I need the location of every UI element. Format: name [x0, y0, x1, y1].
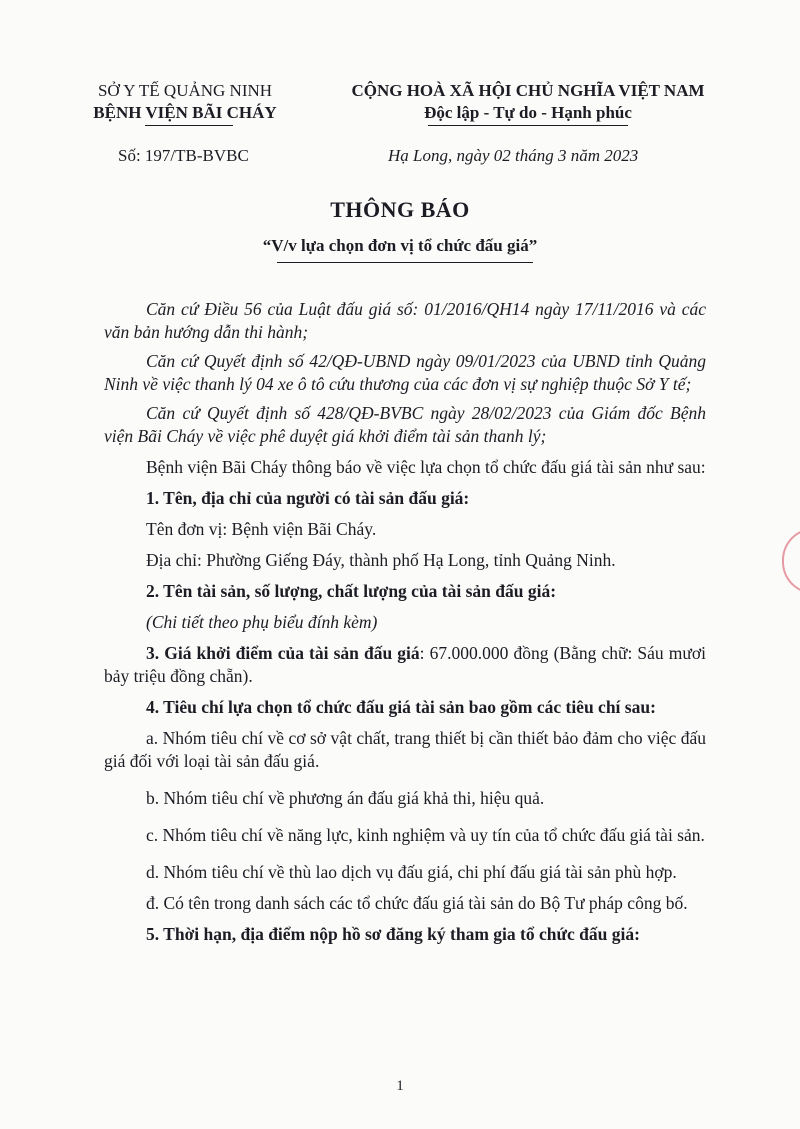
legal-basis-3: Căn cứ Quyết định số 428/QĐ-BVBC ngày 28/02/2023 của Giám đốc Bệnh viện Bãi Cháy về việc phê duyệt giá khởi điểm tài sản thanh lý; — [104, 403, 706, 446]
intro-paragraph: Bệnh viện Bãi Cháy thông báo về việc lựa chọn tổ chức đấu giá tài sản như sau: — [146, 457, 706, 477]
section-5-heading: 5. Thời hạn, địa điểm nộp hồ sơ đăng ký tham gia tổ chức đấu giá: — [146, 924, 640, 944]
legal-basis-2: Căn cứ Quyết định số 42/QĐ-UBND ngày 09/01/2023 của UBND tỉnh Quảng Ninh về việc thanh lý 04 xe ô tô cứu thương của các đơn vị sự nghiệp thuộc Sở Y tế; — [104, 351, 706, 394]
national-heading — [318, 80, 738, 126]
document-number: Số: 197/TB-BVBC — [118, 146, 249, 165]
authority-underline — [145, 125, 233, 126]
section-3-paragraph — [104, 642, 706, 688]
subtitle-underline — [277, 262, 533, 263]
section-3-label: 3. Giá khởi điểm của tài sản đấu giá — [146, 643, 420, 663]
criteria-b: b. Nhóm tiêu chí về phương án đấu giá khả thi, hiệu quả. — [146, 788, 545, 808]
issuing-authority — [60, 80, 310, 126]
agency-name: SỞ Y TẾ QUẢNG NINH — [97, 81, 273, 100]
section-4-heading: 4. Tiêu chí lựa chọn tổ chức đấu giá tài sản bao gồm các tiêu chí sau: — [146, 697, 656, 717]
owner-address: Địa chỉ: Phường Giếng Đáy, thành phố Hạ Long, tỉnh Quảng Ninh. — [146, 550, 616, 570]
section-1-heading: 1. Tên, địa chỉ của người có tài sản đấu giá: — [146, 488, 470, 508]
criteria-c: c. Nhóm tiêu chí về năng lực, kinh nghiệm và uy tín của tổ chức đấu giá tài sản. — [146, 825, 705, 845]
motto-underline — [428, 125, 628, 126]
hospital-name: BỆNH VIỆN BÃI CHÁY — [93, 103, 277, 122]
place-and-date: Hạ Long, ngày 02 tháng 3 năm 2023 — [388, 146, 639, 165]
document-body — [104, 298, 706, 954]
document-subtitle: “V/v lựa chọn đơn vị tổ chức đấu giá” — [262, 236, 538, 255]
national-motto: Độc lập - Tự do - Hạnh phúc — [424, 103, 632, 122]
page-number: 1 — [396, 1078, 404, 1094]
criteria-dd: đ. Có tên trong danh sách các tổ chức đấu giá tài sản do Bộ Tư pháp công bố. — [146, 893, 688, 913]
republic-name: CỘNG HOÀ XÃ HỘI CHỦ NGHĨA VIỆT NAM — [351, 81, 705, 100]
seal-stamp-edge — [782, 528, 800, 594]
criteria-d: d. Nhóm tiêu chí về thù lao dịch vụ đấu giá, chi phí đấu giá tài sản phù hợp. — [146, 862, 677, 882]
asset-detail-note: (Chi tiết theo phụ biểu đính kèm) — [146, 612, 378, 632]
legal-basis-1: Căn cứ Điều 56 của Luật đấu giá số: 01/2016/QH14 ngày 17/11/2016 và các văn bản hướng dẫn thi hành; — [104, 299, 706, 342]
document-title: THÔNG BÁO — [330, 197, 470, 222]
section-2-heading: 2. Tên tài sản, số lượng, chất lượng của tài sản đấu giá: — [146, 581, 557, 601]
owner-unit-name: Tên đơn vị: Bệnh viện Bãi Cháy. — [146, 519, 377, 539]
starting-price-text: : 67.000.000 đồng (Bằng chữ: Sáu mươi bảy triệu đồng chẵn). — [104, 643, 706, 686]
criteria-a: a. Nhóm tiêu chí về cơ sở vật chất, trang thiết bị cần thiết bảo đảm cho việc đấu giá đối với loại tài sản đấu giá. — [104, 728, 706, 771]
